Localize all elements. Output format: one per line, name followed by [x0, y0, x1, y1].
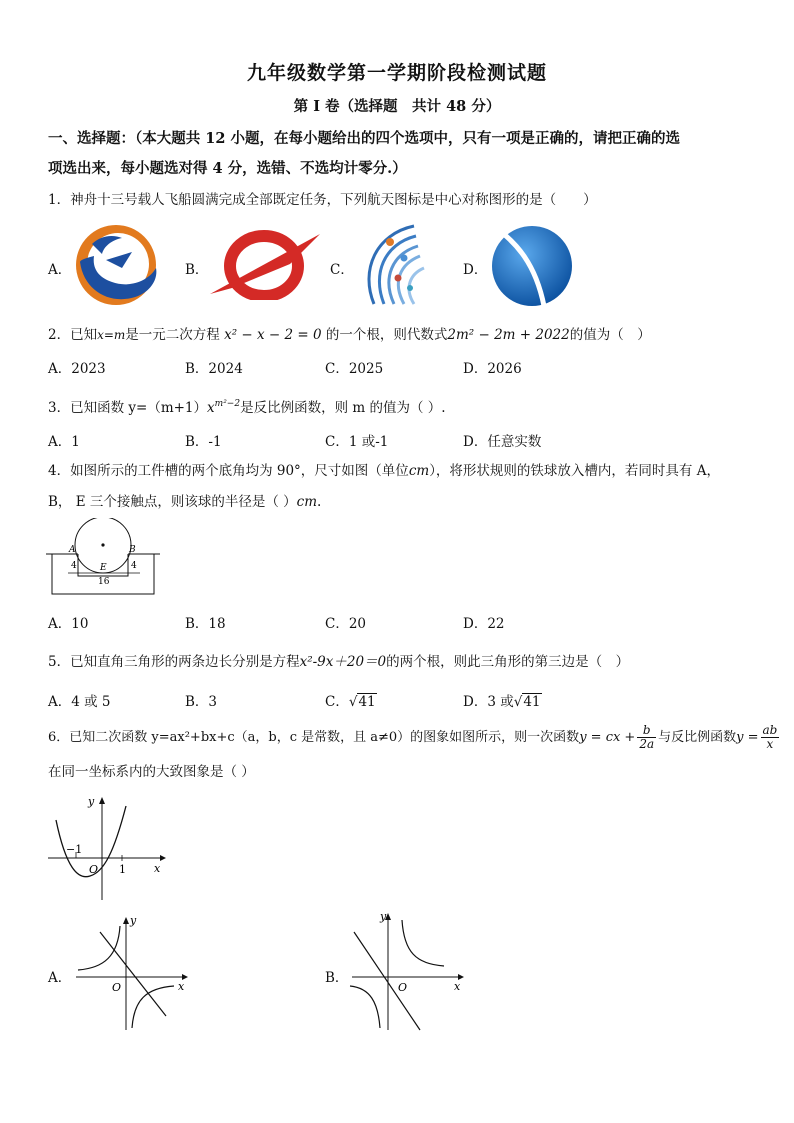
graph-b-hyperbola-upper: [402, 920, 444, 966]
q5-option-b: B．3: [185, 694, 218, 710]
label-a: A: [69, 545, 76, 555]
q6-parabola-graph: [44, 792, 169, 904]
graph-b-x-label: x: [454, 980, 461, 993]
q4-groove-figure: [44, 518, 164, 598]
graph-a-origin-label: O: [112, 981, 122, 994]
groove-outer: [52, 554, 154, 594]
q5-prefix: 5．已知直角三角形的两条边长分别是方程: [48, 654, 300, 670]
q1-option-a-label: A．: [48, 262, 72, 278]
q5-option-d-label: D．3 或: [463, 694, 514, 710]
q1-option-b-label: B．: [185, 262, 209, 278]
q5-option-d-sqrt: √41: [513, 694, 541, 710]
q1-logo-a: [72, 222, 160, 308]
graph-b-line: [354, 932, 420, 1030]
q6-line2: 在同一坐标系内的大致图象是（ ）: [48, 764, 255, 780]
q2-option-b: B．2024: [185, 361, 243, 377]
q3-option-a: A．1: [48, 434, 80, 450]
parabola-y-arrow: [99, 797, 105, 804]
q2-var: x=m: [97, 328, 126, 342]
q5-option-d-radicand: 41: [523, 694, 541, 710]
q5-option-c: [325, 690, 377, 710]
q1-text: 1．神舟十三号载人飞船圆满完成全部既定任务，下列航天图标是中心对称图形的是（ ）: [48, 192, 597, 208]
parabola-neg1-label: −1: [66, 843, 83, 856]
q4-line2-prefix: B， E 三个接触点，则该球的半径是（ ）: [48, 494, 297, 510]
q6-inverse-num: ab: [762, 723, 778, 737]
q1-logo-c: [354, 220, 434, 308]
graph-b-hyperbola-lower: [350, 986, 380, 1028]
q2-suffix: 的值为（ ）: [569, 327, 651, 343]
q4-option-d: D．22: [463, 616, 505, 632]
q6-line1-prefix: 6．已知二次函数 y=ax²+bx+c（a，b，c 是常数，且 a≠0）的图象如图所示，则一次函数: [48, 730, 580, 745]
section-heading-line2: 项选出来，每小题选对得 4 分，选错、不选均计零分.）: [48, 160, 407, 177]
q5-option-a: A．4 或 5: [48, 694, 111, 710]
parabola-x-arrow: [160, 855, 166, 861]
q4-line1-suffix: ），将形状规则的铁球放入槽内，若同时具有 A，: [429, 463, 720, 479]
q1-logo-d: [488, 222, 574, 308]
q5-text: [48, 652, 629, 672]
graph-b-origin-label: O: [398, 981, 408, 994]
q6-inverse-fraction: [761, 724, 780, 751]
q5-suffix: 的两个根，则此三角形的第三边是（ ）: [386, 654, 630, 670]
q3-prefix: 3．已知函数 y=（m+1）: [48, 400, 208, 416]
q3-option-b: B．-1: [185, 434, 222, 450]
q4-line2-suffix: .: [317, 494, 322, 510]
q1-option-c-label: C．: [330, 262, 354, 278]
q4-unit-2: cm: [296, 494, 318, 510]
q2-option-c: C．2025: [325, 361, 384, 377]
logo-c-planet-3: [395, 275, 402, 282]
q3-suffix: 是反比例函数，则 m 的值为（ ）.: [240, 400, 446, 416]
graph-a-hyperbola-lower: [132, 986, 174, 1028]
q6-linear-fraction: [637, 724, 656, 751]
graph-b-y-label: y: [380, 910, 387, 923]
logo-c-planet-1: [386, 238, 394, 246]
q6-inverse-den: x: [766, 737, 774, 751]
q6-inverse-prefix: y =: [736, 730, 759, 745]
q2-mid2: 的一个根，则代数式: [325, 327, 448, 343]
q2-prefix: 2．已知: [48, 327, 98, 343]
q6-linear-num: b: [637, 724, 656, 738]
label-e: E: [100, 563, 107, 573]
q6-linear-prefix: y = cx +: [579, 730, 636, 745]
q6-option-b-label: B．: [325, 970, 349, 986]
q3-option-d: D．任意实数: [463, 434, 542, 450]
q3-base: x: [207, 400, 215, 416]
q5-option-d: [463, 690, 542, 710]
q4-option-b: B．18: [185, 616, 226, 632]
logo-c-planet-4: [407, 285, 413, 291]
q6-middle: 与反比例函数: [658, 730, 737, 745]
parabola-y-label: y: [88, 795, 95, 808]
q6-option-a-label: A．: [48, 970, 72, 986]
graph-a-x-label: x: [178, 980, 185, 993]
ball-center: [101, 543, 104, 546]
parabola-origin-label: O: [89, 863, 99, 876]
q6-option-a-graph: [70, 910, 195, 1034]
q1-option-d-label: D．: [463, 262, 488, 278]
q2-option-a: A．2023: [48, 361, 106, 377]
page-subtitle: 第 I 卷（选择题 共计 48 分）: [293, 98, 501, 115]
q5-option-c-label: C．: [325, 694, 349, 710]
graph-a-y-label: y: [130, 914, 137, 927]
section-heading-line1: 一、选择题：（本大题共 12 小题，在每小题给出的四个选项中，只有一项是正确的，请把正确的选: [48, 130, 681, 147]
graph-a-y-arrow: [123, 917, 129, 924]
q4-line1-prefix: 4．如图所示的工件槽的两个底角均为 90°，尺寸如图（单位: [48, 463, 409, 479]
q2-text: [48, 325, 651, 345]
q5-option-c-radicand: 41: [358, 694, 376, 710]
q4-line1: [48, 461, 720, 481]
q4-option-a: A．10: [48, 616, 89, 632]
parabola-x-label: x: [154, 862, 161, 875]
q3-option-c: C．1 或-1: [325, 434, 389, 450]
parabola-1-label: 1: [119, 863, 126, 876]
q5-equation: x²-9x＋20＝0: [299, 654, 387, 670]
q1-logo-b: [208, 228, 324, 300]
q6-linear-den: 2a: [639, 737, 655, 751]
q3-exponent: m²−2: [214, 399, 241, 409]
q4-option-c: C．20: [325, 616, 367, 632]
q6-line1: [48, 724, 781, 751]
logo-c-planet-2: [401, 255, 408, 262]
q2-option-d: D．2026: [463, 361, 522, 377]
page-title: 九年级数学第一学期阶段检测试题: [246, 62, 547, 84]
q4-unit: cm: [408, 463, 430, 479]
q6-option-b-graph: [346, 910, 471, 1034]
section-heading: [48, 124, 753, 184]
q2-equation: x² − x − 2 = 0: [224, 327, 322, 343]
q2-mid: 是一元二次方程: [125, 327, 220, 343]
label-left-depth: 4: [71, 561, 77, 571]
q5-option-c-sqrt: √41: [348, 694, 376, 710]
label-right-depth: 4: [131, 561, 137, 571]
graph-a-hyperbola-upper: [78, 926, 120, 970]
graph-a-line: [100, 932, 166, 1016]
label-b: B: [129, 545, 136, 555]
q2-expression: 2m² − 2m + 2022: [447, 327, 570, 343]
q3-text: [48, 394, 446, 418]
label-width: 16: [98, 577, 110, 587]
q4-line2: [48, 492, 321, 512]
